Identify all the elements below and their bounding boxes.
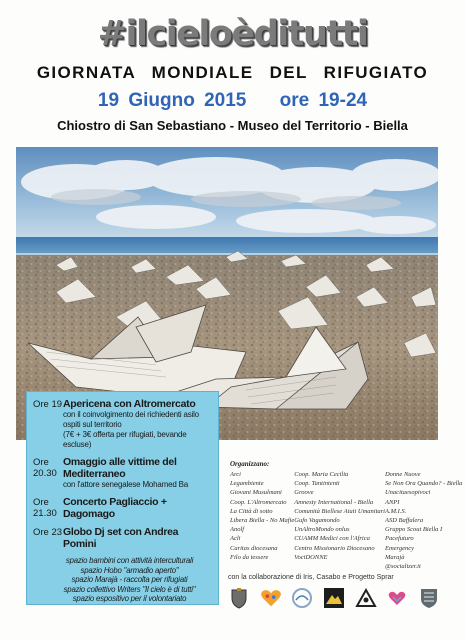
event-hours: ore 19-24 <box>279 90 368 111</box>
program-title: Globo Dj set con Andrea Pomini <box>63 526 179 550</box>
organizer: Amnesty International - Biella <box>294 498 374 506</box>
organizers-column-2 <box>294 470 385 571</box>
organizer: Emergency <box>384 544 414 552</box>
hashtag-title: #ilcieloèditutti <box>97 14 368 54</box>
organizer: Legambiente <box>230 480 264 488</box>
coat-of-arms-logo <box>228 587 250 609</box>
organizer: Groove <box>294 489 314 497</box>
organizers-column-1 <box>230 470 294 571</box>
organizers-column-3 <box>385 470 462 571</box>
extra-item: spazio Hobo "armadio aperto" <box>80 565 179 575</box>
program-desc: con il coinvolgimento dei richiedenti asilo ospiti sul territorio <box>63 410 199 429</box>
event-subtitle: GIORNATA MONDIALE DEL RIFUGIATO <box>36 63 429 82</box>
mountain-logo <box>323 587 345 609</box>
hand-heart-logo <box>386 587 408 609</box>
organizer: VociDONNE <box>294 553 328 561</box>
program-extras <box>33 556 212 604</box>
extra-item: spazio bambini con attività interculturali <box>65 556 194 565</box>
program-box <box>26 391 219 605</box>
program-title: Apericena con Altromercato <box>63 398 196 410</box>
organizer: Giovani Musulmani <box>230 489 282 497</box>
organizer: ASD Baffalera <box>384 517 424 525</box>
organizer: Comunità Biellese Aiuti Umanitari <box>294 507 385 515</box>
organizer: Se Non Ora Quando? - Biella <box>384 480 463 488</box>
organizer: Arci <box>230 471 241 478</box>
organizer: Anolf <box>230 526 245 534</box>
organizer: Caritas diocesana <box>230 544 278 552</box>
organizer: CUAMM Medici con l'Africa <box>294 535 370 543</box>
organizer: Donne Nuove <box>384 471 421 478</box>
organizer: Gruppo Scout Biella I <box>384 526 443 534</box>
program-title: Concerto Pagliaccio + Dagomago <box>63 496 167 520</box>
organizer: Coop. Tantintenti <box>294 480 340 488</box>
program-desc: con l'attore senegalese Mohamed Ba <box>63 480 189 489</box>
program-item <box>33 496 212 520</box>
program-item <box>33 456 212 490</box>
program-time: Ore 21.30 <box>33 497 57 519</box>
organizer: Gufo Vagamondo <box>294 517 340 525</box>
triangle-logo <box>355 587 377 609</box>
date-line <box>0 90 465 112</box>
organizer: Pacefuturo <box>384 535 414 543</box>
collaboration-note: con la collaborazione di Iris, Casabo e Progetto Sprar <box>228 574 394 581</box>
organizer: Filo da tessere <box>230 553 269 561</box>
extra-item: spazio collettivo Writers "Il cielo è di tutti" <box>63 584 196 594</box>
organizer: Libera Biella - No Mafie <box>230 517 295 525</box>
organizer: A.M.I.S. <box>384 507 407 515</box>
program-item <box>33 526 212 550</box>
sponsor-logos <box>228 585 440 611</box>
heart-logo <box>260 587 282 609</box>
organizer: Centro Missionario Diocesano <box>294 544 375 552</box>
organizers <box>230 460 463 571</box>
shield-logo <box>418 587 440 609</box>
event-date: 19 Giugno 2015 <box>97 90 247 111</box>
circle-logo <box>291 587 313 609</box>
organizer: Unacitaesopivoci <box>384 489 431 497</box>
organizer: ANPI <box>384 498 400 506</box>
program-time: Ore 23 <box>33 527 63 538</box>
organizer: Coop. L'Altromercato <box>230 498 287 506</box>
program-time: Ore 20.30 <box>33 457 57 479</box>
organizer: UnAltroMondo onlus <box>294 526 350 534</box>
organizer: Acli <box>230 535 241 543</box>
program-time: Ore 19 <box>33 399 63 410</box>
organizer: Coop. Maria Cecilia <box>294 471 349 478</box>
program-title: Omaggio alle vittime del Mediterraneo <box>63 456 177 480</box>
organizer: @socializer.it <box>384 563 421 571</box>
organizer: Marajà <box>384 553 405 561</box>
organizer: La Città di sotto <box>230 507 273 515</box>
program-item <box>33 398 212 450</box>
program-note: (7€ + 3€ offerta per rifugiati, bevande escluse) <box>63 430 187 449</box>
extra-item: spazio Marajà - raccolta per rifugiati <box>71 575 188 585</box>
event-place: Chiostro di San Sebastiano - Museo del Territorio - Biella <box>57 118 408 133</box>
organizers-title: Organizzano: <box>230 460 270 468</box>
extra-item: spazio espositivo per il volontariato <box>72 594 187 604</box>
